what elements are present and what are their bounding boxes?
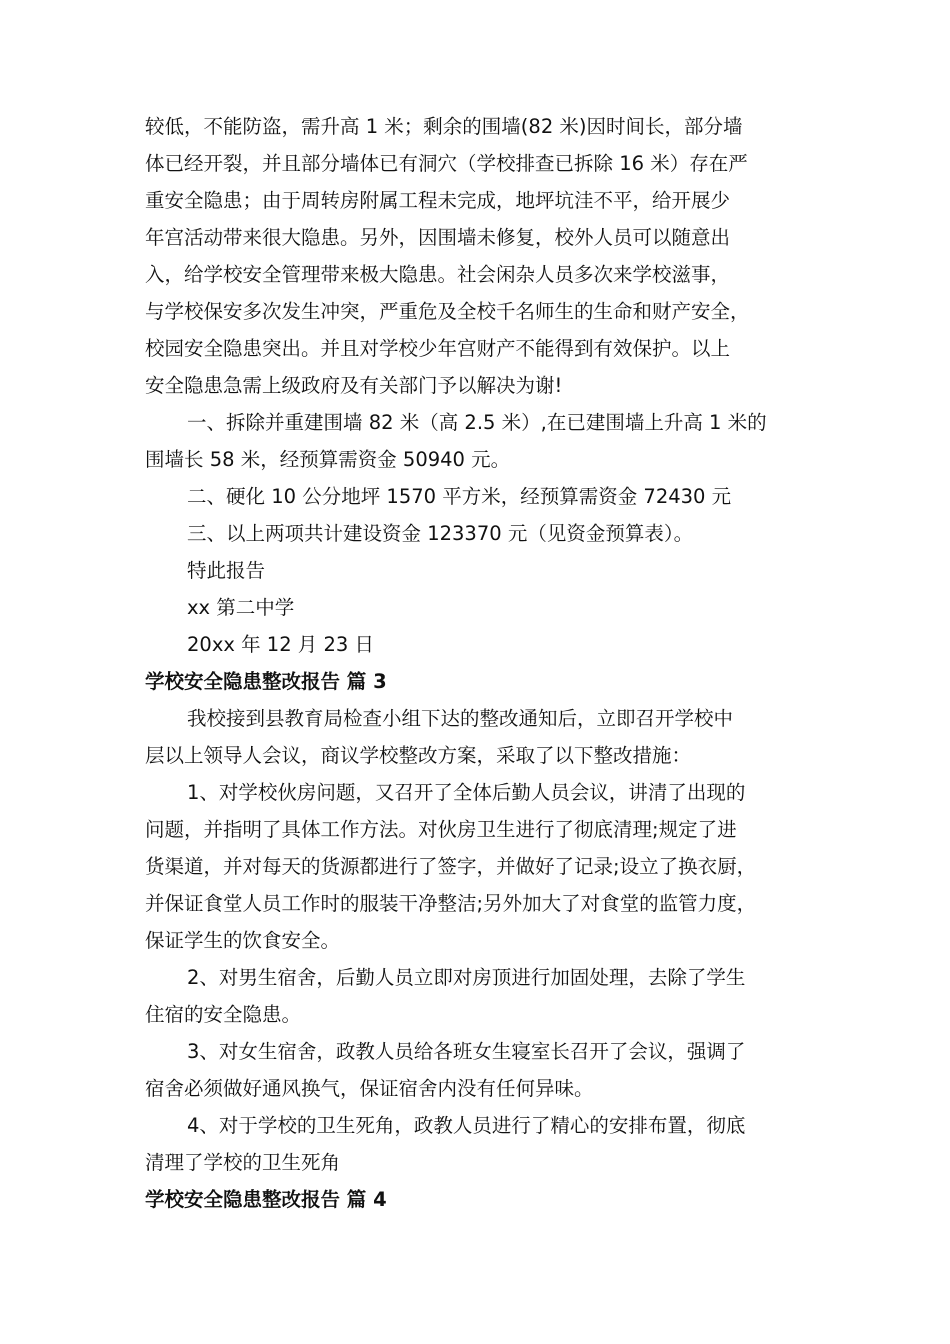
- paragraph-line: 宿舍必须做好通风换气，保证宿舍内没有任何异味。: [145, 1077, 594, 1100]
- paragraph-line: 4、对于学校的卫生死角，政教人员进行了精心的安排布置，彻底: [187, 1114, 746, 1137]
- paragraph-line: xx 第二中学: [187, 596, 295, 619]
- paragraph-line: 我校接到县教育局检查小组下达的整改通知后，立即召开学校中: [187, 707, 734, 730]
- paragraph-line: 较低，不能防盗，需升高 1 米；剩余的围墙(82 米)因时间长，部分墙: [145, 115, 743, 138]
- paragraph-line: 特此报告: [187, 559, 266, 582]
- paragraph-line: 货渠道，并对每天的货源都进行了签字，并做好了记录;设立了换衣厨，: [145, 855, 757, 878]
- paragraph-line: 3、对女生宿舍，政教人员给各班女生寝室长召开了会议，强调了: [187, 1040, 746, 1063]
- paragraph-line: 入，给学校安全管理带来极大隐患。社会闲杂人员多次来学校滋事，: [145, 263, 731, 286]
- paragraph-line: 重安全隐患；由于周转房附属工程未完成，地坪坑洼不平，给开展少: [145, 189, 731, 212]
- paragraph-line: 校园安全隐患突出。并且对学校少年宫财产不能得到有效保护。以上: [145, 337, 731, 360]
- paragraph-line: 并保证食堂人员工作时的服装干净整洁;另外加大了对食堂的监管力度，: [145, 892, 757, 915]
- paragraph-line: 2、对男生宿舍，后勤人员立即对房顶进行加固处理，去除了学生: [187, 966, 746, 989]
- paragraph-line: 与学校保安多次发生冲突，严重危及全校千名师生的生命和财产安全，: [145, 300, 750, 323]
- paragraph-line: 一、拆除并重建围墙 82 米（高 2.5 米）,在已建围墙上升高 1 米的: [187, 411, 767, 434]
- paragraph-line: 三、以上两项共计建设资金 123370 元（见资金预算表）。: [187, 522, 694, 545]
- paragraph-line: 清理了学校的卫生死角: [145, 1151, 341, 1174]
- paragraph-line: 住宿的安全隐患。: [145, 1003, 302, 1026]
- section-heading: 学校安全隐患整改报告 篇 3: [145, 670, 387, 693]
- paragraph-line: 二、硬化 10 公分地坪 1570 平方米，经预算需资金 72430 元: [187, 485, 732, 508]
- paragraph-line: 体已经开裂，并且部分墙体已有洞穴（学校排查已拆除 16 米）存在严: [145, 152, 748, 175]
- paragraph-line: 围墙长 58 米，经预算需资金 50940 元。: [145, 448, 511, 471]
- paragraph-line: 20xx 年 12 月 23 日: [187, 633, 375, 656]
- section-heading: 学校安全隐患整改报告 篇 4: [145, 1188, 387, 1211]
- paragraph-line: 层以上领导人会议，商议学校整改方案，采取了以下整改措施：: [145, 744, 692, 767]
- paragraph-line: 安全隐患急需上级政府及有关部门予以解决为谢!: [145, 374, 563, 397]
- paragraph-line: 问题，并指明了具体工作方法。对伙房卫生进行了彻底清理;规定了进: [145, 818, 737, 841]
- paragraph-line: 年宫活动带来很大隐患。另外，因围墙未修复，校外人员可以随意出: [145, 226, 731, 249]
- document-body: [145, 108, 815, 1218]
- paragraph-line: 1、对学校伙房问题，又召开了全体后勤人员会议，讲清了出现的: [187, 781, 746, 804]
- paragraph-line: 保证学生的饮食安全。: [145, 929, 341, 952]
